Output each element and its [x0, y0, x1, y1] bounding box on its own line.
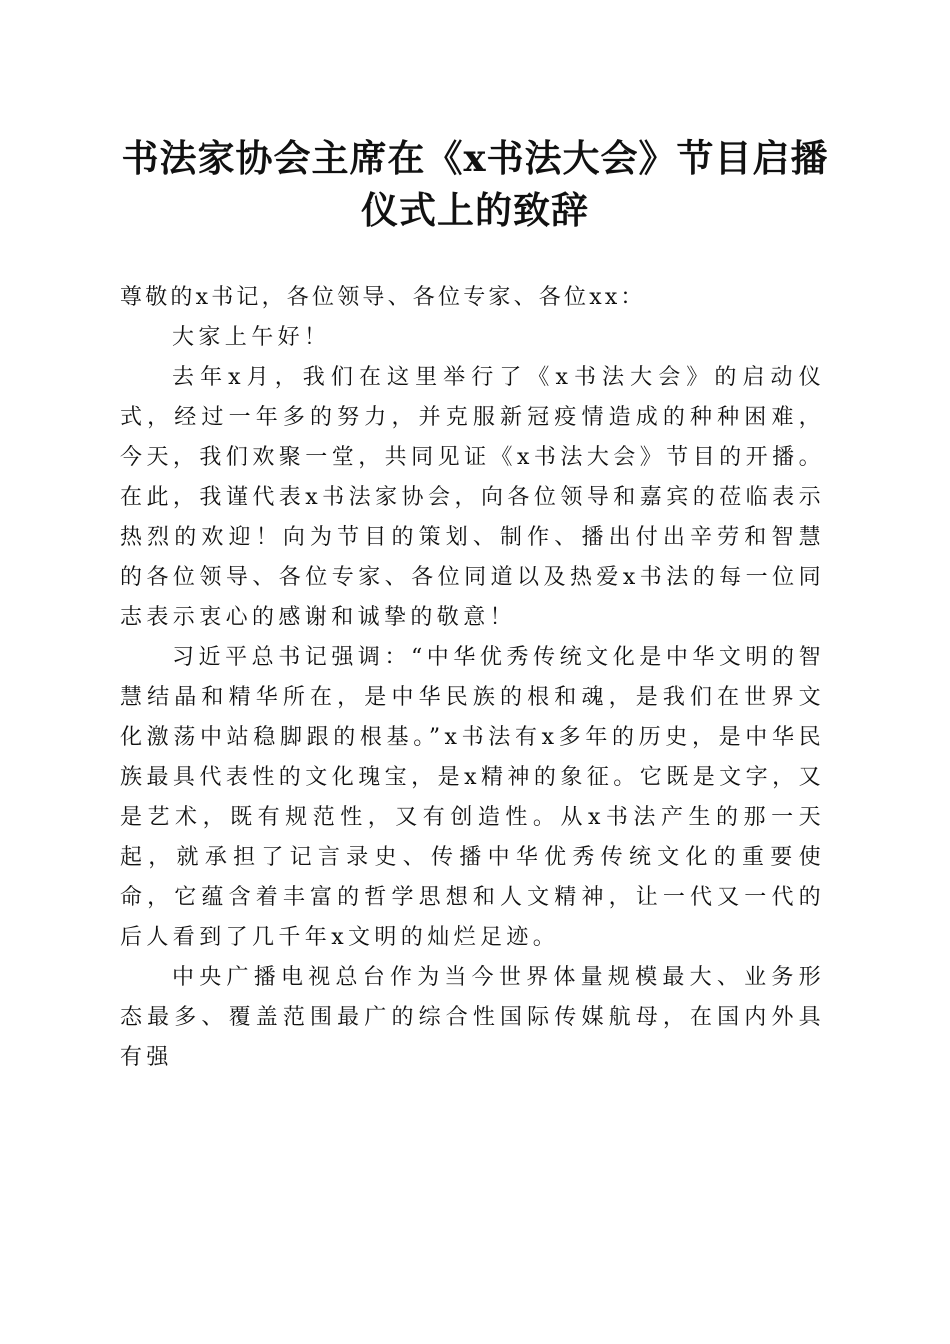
paragraph-broadcaster: 中央广播电视总台作为当今世界体量规模最大、业务形态最多、覆盖范围最广的综合性国际传媒航母，在国内外具有强: [120, 965, 825, 1070]
document-body: [120, 278, 825, 1078]
paragraph-greeting: 大家上午好！: [172, 325, 331, 350]
paragraph-calligraphy-history: 习近平总书记强调：“中华优秀传统文化是中华文明的智慧结晶和精华所在，是中华民族的根和魂，是我们在世界文化激荡中站稳脚跟的根基。”x书法有x多年的历史，是中华民族最具代表性的文化瑰宝，是x精神的象征。它既是文字，又是艺术，既有规范性，又有创造性。从x书法产生的那一天起，就承担了记言录史、传播中华优秀传统文化的重要使命，它蕴含着丰富的哲学思想和人文精神，让一代又一代的后人看到了几千年x文明的灿烂足迹。: [120, 645, 825, 950]
document-title: 书法家协会主席在《x书法大会》节目启播仪式上的致辞: [121, 136, 829, 232]
salutation: 尊敬的x书记，各位领导、各位专家、各位xx：: [120, 285, 646, 310]
paragraph-opening: 去年x月，我们在这里举行了《x书法大会》的启动仪式，经过一年多的努力，并克服新冠疫情造成的种种困难，今天，我们欢聚一堂，共同见证《x书法大会》节目的开播。在此，我谨代表x书法家协会，向各位领导和嘉宾的莅临表示热烈的欢迎！向为节目的策划、制作、播出付出辛劳和智慧的各位领导、各位专家、各位同道以及热爱x书法的每一位同志表示衷心的感谢和诚挚的敬意！: [120, 365, 825, 630]
